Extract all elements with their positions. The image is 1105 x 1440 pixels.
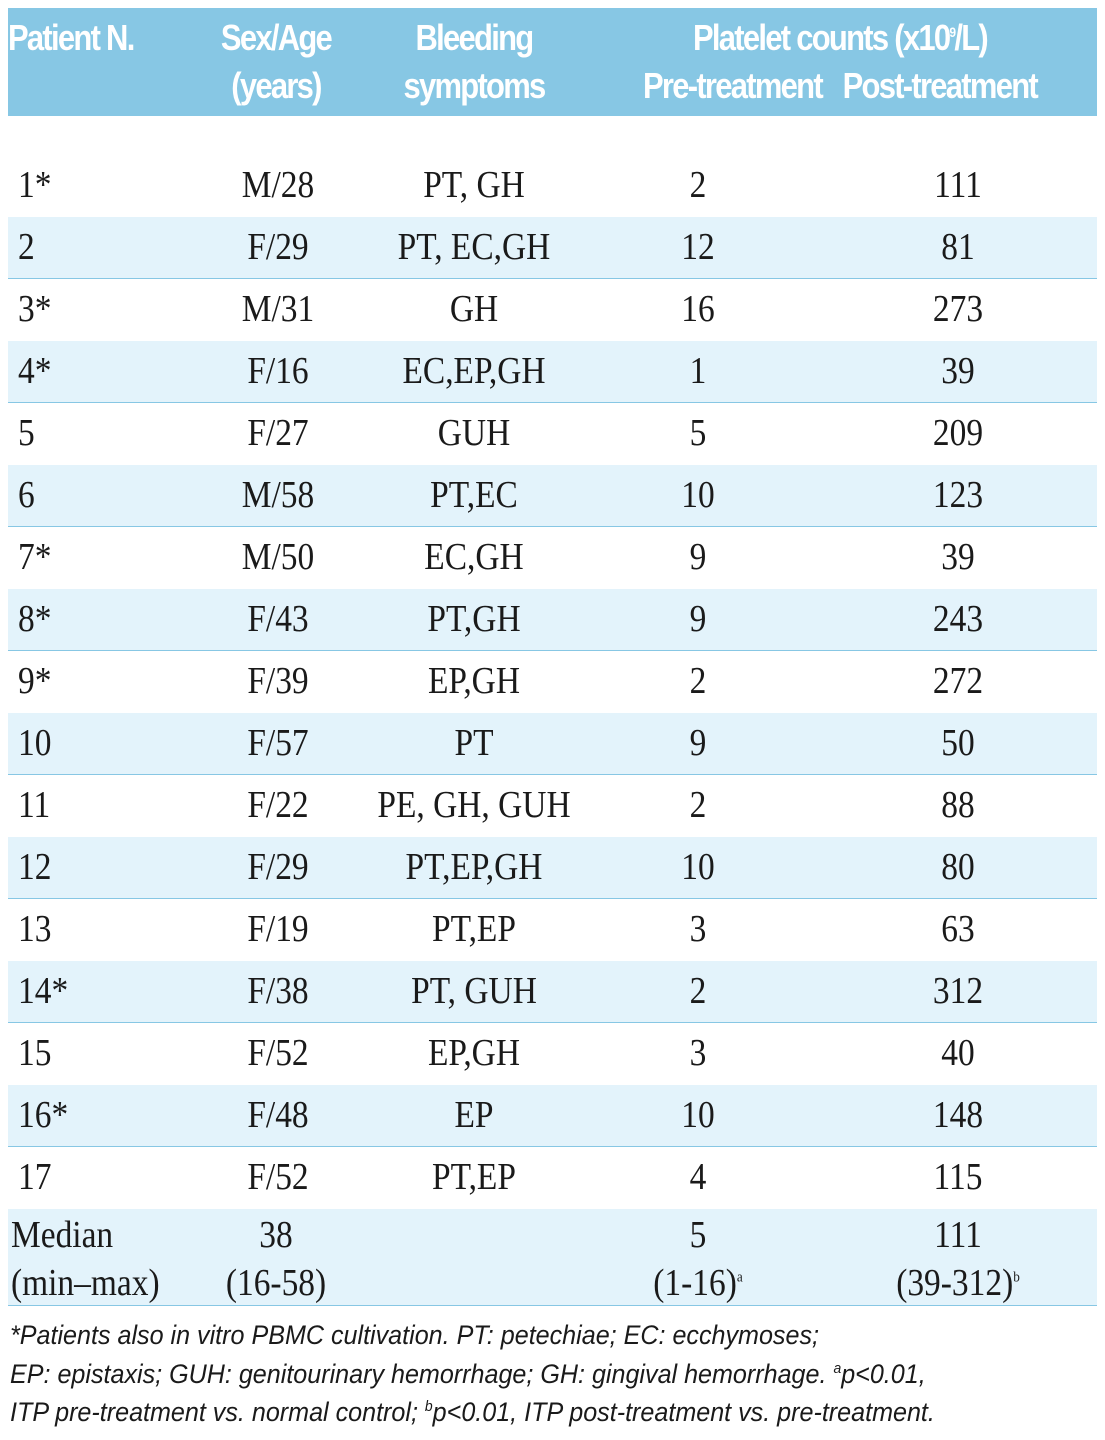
header-platelet xyxy=(625,14,1055,110)
cell-sex-age: F/16 xyxy=(247,349,309,392)
median-age xyxy=(188,1211,364,1307)
cell-pre-treatment: 2 xyxy=(689,969,707,1012)
table-row xyxy=(8,465,1097,528)
header-platelet-suffix: /L) xyxy=(954,17,988,58)
cell-pre-treatment: 9 xyxy=(689,597,707,640)
median-label-line2: (min–max) xyxy=(11,1261,160,1304)
cell-post-treatment: 312 xyxy=(932,969,984,1012)
cell-sex-age: F/52 xyxy=(247,1156,309,1198)
cell-sex-age: F/39 xyxy=(247,660,309,702)
cell-bleeding: GH xyxy=(449,288,499,330)
cell-pre-treatment: 2 xyxy=(689,784,707,826)
footnote-line3-end: p<0.01, ITP post-treatment vs. pre-treatment. xyxy=(432,1397,935,1427)
cell-patient: 1* xyxy=(18,164,52,206)
footnote-line2-sup: a xyxy=(833,1359,842,1377)
table-row xyxy=(8,527,1097,589)
cell-patient: 16* xyxy=(18,1093,69,1136)
cell-patient: 3* xyxy=(18,288,52,330)
median-row xyxy=(8,1209,1097,1306)
cell-bleeding: PT xyxy=(454,721,494,764)
cell-pre-treatment: 4 xyxy=(689,1156,707,1198)
cell-bleeding: EC,GH xyxy=(424,536,524,578)
median-post-range: (39-312) xyxy=(896,1261,1014,1304)
cell-bleeding: EP xyxy=(454,1093,494,1136)
table-row xyxy=(8,279,1097,341)
header-sex-age xyxy=(190,14,362,110)
cell-bleeding: PT,EC xyxy=(430,473,518,516)
cell-sex-age: F/27 xyxy=(247,412,309,454)
cell-patient: 5 xyxy=(18,412,35,454)
cell-sex-age: F/29 xyxy=(247,225,309,268)
median-post-range-line xyxy=(870,1259,1046,1307)
cell-post-treatment: 111 xyxy=(934,164,982,206)
cell-sex-age: F/38 xyxy=(247,969,309,1012)
cell-pre-treatment: 5 xyxy=(689,412,707,454)
cell-patient: 12 xyxy=(18,845,52,888)
cell-patient: 13 xyxy=(18,908,52,950)
cell-sex-age: M/58 xyxy=(241,473,315,516)
cell-bleeding: PT, GH xyxy=(423,164,525,206)
cell-post-treatment: 123 xyxy=(932,473,984,516)
table-row xyxy=(8,713,1097,776)
header-platelet-title xyxy=(625,14,1055,62)
cell-sex-age: M/50 xyxy=(241,536,315,578)
cell-post-treatment: 63 xyxy=(941,908,975,950)
header-sex-age-line2: (years) xyxy=(231,65,321,106)
table-body xyxy=(8,155,1097,1306)
cell-pre-treatment: 2 xyxy=(689,660,707,702)
cell-bleeding: PE, GH, GUH xyxy=(377,784,571,826)
table-row xyxy=(8,775,1097,837)
median-post-sup: b xyxy=(1013,1268,1020,1285)
cell-sex-age: F/48 xyxy=(247,1093,309,1136)
table-row xyxy=(8,217,1097,280)
table-row xyxy=(8,651,1097,713)
table-row xyxy=(8,155,1097,217)
cell-patient: 8* xyxy=(18,597,52,640)
cell-post-treatment: 272 xyxy=(932,660,984,702)
cell-post-treatment: 39 xyxy=(941,349,975,392)
footnote-line2 xyxy=(10,1355,1019,1394)
cell-post-treatment: 88 xyxy=(941,784,975,826)
cell-sex-age: F/29 xyxy=(247,845,309,888)
cell-bleeding: EP,GH xyxy=(428,1032,520,1074)
cell-patient: 2 xyxy=(18,225,35,268)
cell-patient: 4* xyxy=(18,349,52,392)
cell-bleeding: EC,EP,GH xyxy=(402,349,546,392)
cell-sex-age: F/57 xyxy=(247,721,309,764)
cell-sex-age: F/43 xyxy=(247,597,309,640)
header-bleeding xyxy=(362,14,586,110)
cell-post-treatment: 40 xyxy=(941,1032,975,1074)
median-pre-sup: a xyxy=(736,1268,743,1285)
cell-post-treatment: 115 xyxy=(933,1156,983,1198)
cell-pre-treatment: 2 xyxy=(689,164,707,206)
cell-bleeding: PT, GUH xyxy=(411,969,537,1012)
header-bleeding-line1: Bleeding xyxy=(415,17,533,58)
cell-pre-treatment: 3 xyxy=(689,1032,707,1074)
footnote-line3-text: ITP pre-treatment vs. normal control; xyxy=(10,1397,425,1427)
header-platelet-prefix: Platelet counts (x10 xyxy=(692,17,950,58)
cell-pre-treatment: 10 xyxy=(681,845,715,888)
table-header xyxy=(8,8,1097,116)
cell-bleeding: PT,EP xyxy=(432,1156,516,1198)
table-row xyxy=(8,837,1097,900)
header-post: Post-treatment xyxy=(842,65,1037,106)
header-bleeding-line2: symptoms xyxy=(403,65,545,106)
cell-bleeding: GUH xyxy=(437,412,511,454)
cell-patient: 14* xyxy=(18,969,69,1012)
cell-patient: 11 xyxy=(18,784,51,826)
cell-pre-treatment: 12 xyxy=(681,225,715,268)
cell-post-treatment: 80 xyxy=(941,845,975,888)
footnote-line1: *Patients also in vitro PBMC cultivation. PT: petechiae; EC: ecchymoses; xyxy=(10,1320,819,1350)
median-post-value: 111 xyxy=(934,1213,982,1256)
cell-pre-treatment: 9 xyxy=(689,536,707,578)
cell-sex-age: M/28 xyxy=(241,164,315,206)
median-pre-range-line xyxy=(610,1259,786,1307)
header-pre-post xyxy=(625,62,1055,110)
cell-bleeding: PT,GH xyxy=(427,597,521,640)
header-pre: Pre-treatment xyxy=(642,65,822,106)
footnote-line3-sup: b xyxy=(424,1398,433,1415)
table-row xyxy=(8,589,1097,652)
table-row xyxy=(8,1023,1097,1085)
cell-patient: 15 xyxy=(18,1032,52,1074)
cell-pre-treatment: 9 xyxy=(689,721,707,764)
cell-post-treatment: 273 xyxy=(932,288,984,330)
cell-post-treatment: 39 xyxy=(941,536,975,578)
cell-patient: 17 xyxy=(18,1156,52,1198)
cell-bleeding: PT,EP xyxy=(432,908,516,950)
table-row xyxy=(8,341,1097,404)
median-label-line1: Median xyxy=(11,1213,114,1256)
median-pre-value: 5 xyxy=(689,1213,707,1256)
median-pre xyxy=(610,1211,786,1307)
cell-sex-age: F/22 xyxy=(247,784,309,826)
median-age-value: 38 xyxy=(259,1213,293,1256)
cell-post-treatment: 148 xyxy=(932,1093,984,1136)
table-row xyxy=(8,1147,1097,1209)
cell-sex-age: F/19 xyxy=(247,908,309,950)
table-row xyxy=(8,961,1097,1024)
cell-bleeding: PT, EC,GH xyxy=(397,225,551,268)
cell-post-treatment: 209 xyxy=(932,412,984,454)
header-platelet-exp: 9 xyxy=(949,24,955,40)
cell-pre-treatment: 16 xyxy=(681,288,715,330)
cell-patient: 9* xyxy=(18,660,52,702)
header-sex-age-line1: Sex/Age xyxy=(220,17,332,58)
cell-sex-age: F/52 xyxy=(247,1032,309,1074)
cell-pre-treatment: 3 xyxy=(689,908,707,950)
table-row xyxy=(8,403,1097,465)
header-patient-label: Patient N. xyxy=(8,17,134,58)
cell-sex-age: M/31 xyxy=(241,288,315,330)
table-row xyxy=(8,899,1097,961)
cell-post-treatment: 50 xyxy=(941,721,975,764)
footnote-line3 xyxy=(10,1393,1019,1432)
footnote-line2-text: EP: epistaxis; GUH: genitourinary hemorrhage; GH: gingival hemorrhage. xyxy=(10,1358,834,1389)
cell-post-treatment: 243 xyxy=(932,597,984,640)
cell-bleeding: PT,EP,GH xyxy=(405,845,543,888)
cell-bleeding: EP,GH xyxy=(428,660,520,702)
cell-pre-treatment: 10 xyxy=(681,1093,715,1136)
cell-patient: 10 xyxy=(18,721,52,764)
cell-patient: 6 xyxy=(18,473,35,516)
header-patient xyxy=(8,14,150,62)
footnote-line2-end: p<0.01, xyxy=(841,1358,926,1389)
median-pre-range: (1-16) xyxy=(653,1261,737,1304)
footnote xyxy=(10,1316,1019,1432)
cell-patient: 7* xyxy=(18,536,52,578)
cell-pre-treatment: 1 xyxy=(689,349,707,392)
median-label xyxy=(11,1211,160,1307)
median-post xyxy=(870,1211,1046,1307)
table-row xyxy=(8,1085,1097,1148)
cell-post-treatment: 81 xyxy=(941,225,975,268)
cell-pre-treatment: 10 xyxy=(681,473,715,516)
median-age-range: (16-58) xyxy=(225,1261,327,1304)
